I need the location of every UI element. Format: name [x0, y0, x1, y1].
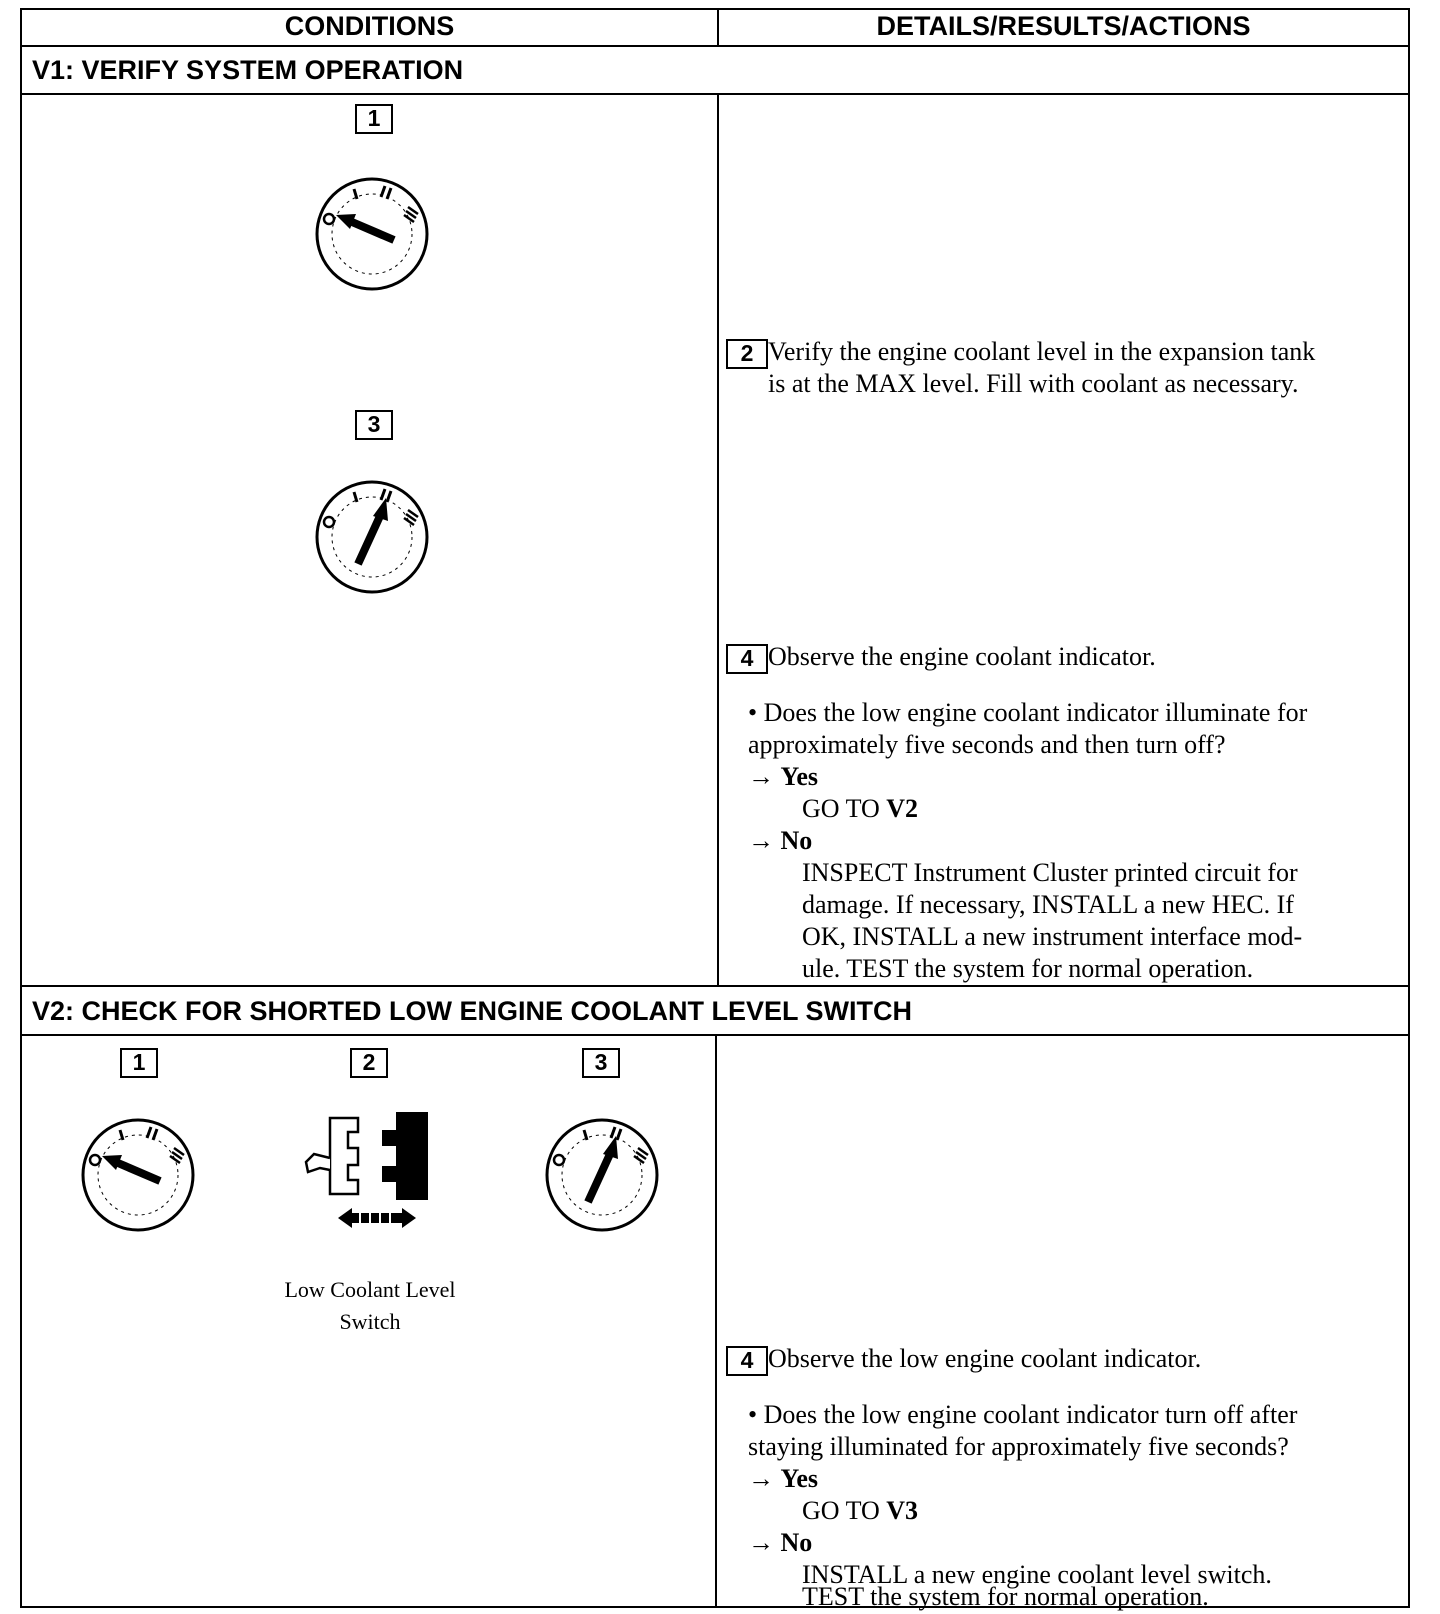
- v1-step3-box: 3: [355, 410, 393, 440]
- ignition-switch-icon: [310, 177, 435, 292]
- v2-top-rule: [20, 985, 1410, 987]
- v1-yes-action: GO TO V2: [802, 794, 919, 823]
- v1-no-action-line1: INSPECT Instrument Cluster printed circuit for: [802, 858, 1298, 887]
- v2-step4-text: Observe the low engine coolant indicator.: [768, 1344, 1202, 1373]
- header-details: DETAILS/RESULTS/ACTIONS: [876, 11, 1251, 41]
- arrow-icon: →: [748, 1464, 774, 1493]
- v1-title-rule: [20, 93, 1410, 95]
- ignition-switch-icon: [540, 1118, 665, 1233]
- arrow-icon: →: [748, 762, 774, 791]
- v1-yes-line: [748, 761, 818, 793]
- table-border-right: [1408, 8, 1410, 1608]
- v1-yes-ref: V2: [886, 794, 919, 823]
- v1-no-action-line2: damage. If necessary, INSTALL a new HEC. If: [802, 890, 1294, 919]
- v2-step4-box: 4: [726, 1346, 768, 1376]
- v2-step3-box: 3: [582, 1048, 620, 1078]
- v1-no-action-line4: ule. TEST the system for normal operation.: [802, 954, 1254, 983]
- v1-title: V1: VERIFY SYSTEM OPERATION: [32, 55, 464, 85]
- arrow-icon: →: [748, 1528, 774, 1557]
- col-divider-v1: [717, 93, 719, 987]
- v1-step1-box: 1: [355, 104, 393, 134]
- v2-yes-ref: V3: [886, 1496, 919, 1525]
- table-border-left: [20, 8, 22, 1608]
- v2-yes-label: Yes: [780, 1464, 819, 1493]
- v2-step1-box: 1: [120, 1048, 158, 1078]
- header-rule: [20, 45, 1410, 47]
- v2-step2-box: 2: [350, 1048, 388, 1078]
- v2-switch-caption-line1: Low Coolant Level: [284, 1277, 456, 1302]
- v2-no-line: [748, 1527, 812, 1559]
- v2-switch-caption-line2: Switch: [339, 1309, 401, 1334]
- v2-yes-line: [748, 1463, 818, 1495]
- arrow-icon: →: [748, 826, 774, 855]
- col-divider-v2: [715, 1034, 717, 1608]
- v1-yes-label: Yes: [780, 762, 819, 791]
- v1-step2-box: 2: [726, 339, 768, 369]
- connector-disconnect-icon: [300, 1110, 440, 1235]
- v1-question-line1: • Does the low engine coolant indicator illuminate for: [748, 698, 1308, 727]
- v2-title: V2: CHECK FOR SHORTED LOW ENGINE COOLANT LEVEL SWITCH: [32, 996, 913, 1026]
- v2-question-line2: staying illuminated for approximately five seconds?: [748, 1432, 1289, 1461]
- v1-question-line2: approximately five seconds and then turn off?: [748, 730, 1226, 759]
- ignition-switch-icon: [76, 1118, 201, 1233]
- v1-step2-line2: is at the MAX level. Fill with coolant as necessary.: [768, 369, 1299, 398]
- ignition-switch-icon: [310, 480, 435, 595]
- v2-no-label: No: [780, 1528, 813, 1557]
- v2-yes-action: GO TO V3: [802, 1496, 919, 1525]
- v1-no-line: [748, 825, 812, 857]
- header-conditions: CONDITIONS: [284, 11, 455, 41]
- v2-question-line1: • Does the low engine coolant indicator turn off after: [748, 1400, 1298, 1429]
- v1-step4-text: Observe the engine coolant indicator.: [768, 642, 1156, 671]
- v2-no-action-line1: INSTALL a new engine coolant level switch.: [802, 1560, 1272, 1589]
- v1-no-action-line3: OK, INSTALL a new instrument interface mod-: [802, 922, 1303, 951]
- v1-step4-box: 4: [726, 644, 768, 674]
- v2-no-action-line2: TEST the system for normal operation.: [802, 1582, 1209, 1611]
- table-border-top: [20, 8, 1410, 10]
- v1-step2-line1: Verify the engine coolant level in the expansion tank: [768, 337, 1316, 366]
- v1-no-label: No: [780, 826, 813, 855]
